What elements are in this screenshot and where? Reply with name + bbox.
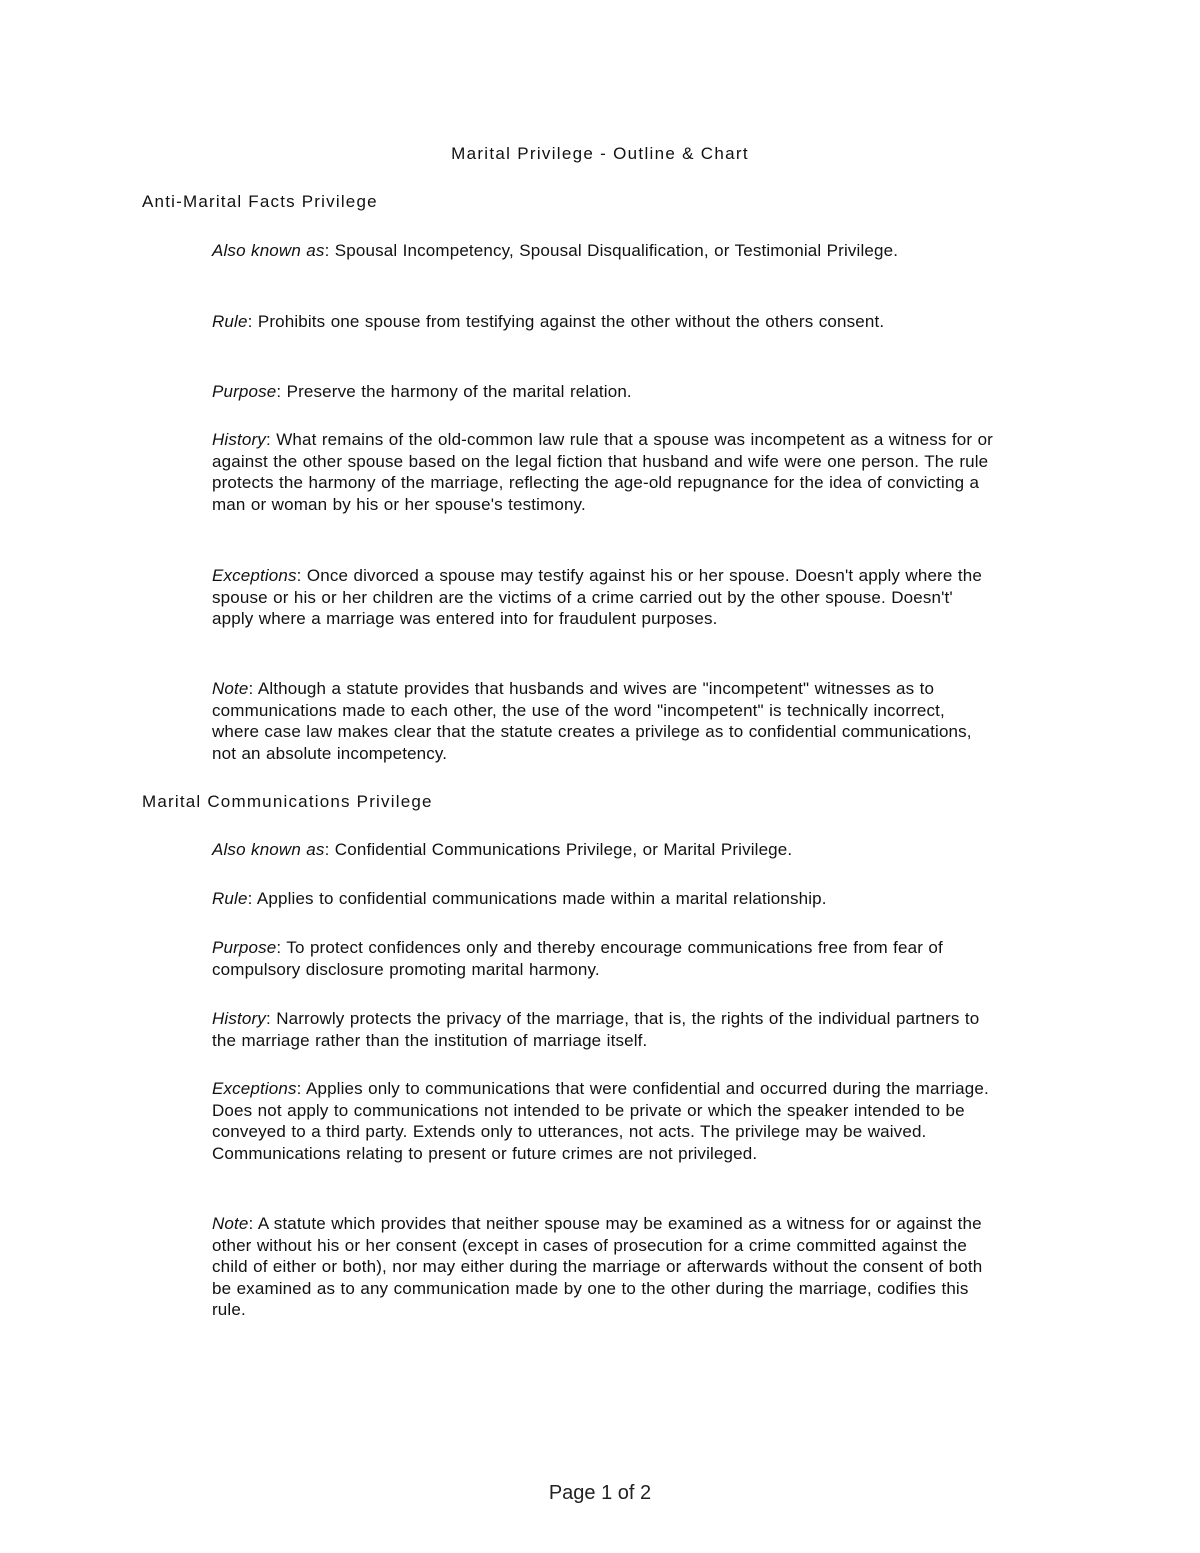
paragraph-text: : Narrowly protects the privacy of the marriage, that is, the rights of the individual partners to the marriage rather than the institution of marriage itself. bbox=[212, 1009, 980, 1050]
section-heading-marital-communications: Marital Communications Privilege bbox=[142, 792, 433, 811]
paragraph-text: : Applies to confidential communications made within a marital relationship. bbox=[247, 889, 827, 908]
paragraph-purpose bbox=[212, 937, 997, 980]
paragraph-text: : Applies only to communications that were confidential and occurred during the marriage. Does not apply to communications not intended to be private or which the speaker intended to be conveyed to a third party. Extends only to utterances, not acts. The privilege may be waived. Communications relating to present or future crimes are not privileged. bbox=[212, 1079, 989, 1163]
paragraph-label: Also known as bbox=[212, 241, 325, 260]
paragraph-history bbox=[212, 429, 997, 515]
paragraph-note bbox=[212, 1213, 997, 1321]
paragraph-label: Also known as bbox=[212, 840, 325, 859]
paragraph-text: : To protect confidences only and thereby encourage communications free from fear of compulsory disclosure promoting marital harmony. bbox=[212, 938, 943, 979]
paragraph-label: Note bbox=[212, 679, 249, 698]
paragraph-rule bbox=[212, 888, 997, 910]
paragraph-label: History bbox=[212, 1009, 266, 1028]
paragraph-text: : Prohibits one spouse from testifying against the other without the others consent. bbox=[247, 312, 885, 331]
paragraph-label: Rule bbox=[212, 889, 248, 908]
paragraph-exceptions bbox=[212, 1078, 997, 1164]
document-title: Marital Privilege - Outline & Chart bbox=[451, 144, 749, 163]
paragraph-text: : Preserve the harmony of the marital relation. bbox=[276, 382, 632, 401]
paragraph-text: : Spousal Incompetency, Spousal Disqualification, or Testimonial Privilege. bbox=[324, 241, 899, 260]
paragraph-rule bbox=[212, 311, 997, 333]
paragraph-label: Exceptions bbox=[212, 1079, 297, 1098]
paragraph-text: : What remains of the old-common law rule that a spouse was incompetent as a witness for or against the other spouse based on the legal fiction that husband and wife were one person. The rule protects the harmony of the marriage, reflecting the age-old repugnance for the idea of convicting a man or woman by his or her spouse's testimony. bbox=[212, 430, 993, 514]
paragraph-also-known-as bbox=[212, 240, 997, 262]
paragraph-history bbox=[212, 1008, 997, 1051]
paragraph-label: Exceptions bbox=[212, 566, 297, 585]
section-heading-anti-marital-facts: Anti-Marital Facts Privilege bbox=[142, 192, 378, 211]
page-number: Page 1 of 2 bbox=[548, 1482, 652, 1504]
paragraph-label: Purpose bbox=[212, 382, 277, 401]
paragraph-also-known-as bbox=[212, 839, 997, 861]
paragraph-label: Purpose bbox=[212, 938, 277, 957]
paragraph-exceptions bbox=[212, 565, 997, 630]
paragraph-text: : A statute which provides that neither spouse may be examined as a witness for or against the other without his or her consent (except in cases of prosecution for a crime committed against the child of either or both), nor may either during the marriage or afterwards without the consent of both be examined as to any communication made by one to the other during the marriage, codifies this rule. bbox=[212, 1214, 983, 1319]
paragraph-purpose bbox=[212, 381, 997, 403]
paragraph-label: Note bbox=[212, 1214, 249, 1233]
paragraph-note bbox=[212, 678, 997, 764]
paragraph-label: Rule bbox=[212, 312, 248, 331]
paragraph-label: History bbox=[212, 430, 266, 449]
paragraph-text: : Once divorced a spouse may testify against his or her spouse. Doesn't apply where the spouse or his or her children are the victims of a crime carried out by the other spouse. Doesn't' apply where a marriage was entered into for fraudulent purposes. bbox=[212, 566, 982, 628]
paragraph-text: : Confidential Communications Privilege, or Marital Privilege. bbox=[324, 840, 793, 859]
paragraph-text: : Although a statute provides that husbands and wives are "incompetent" witnesses as to communications made to each other, the use of the word "incompetent" is technically incorrect, where case law makes clear that the statute creates a privilege as to confidential communications, not an absolute incompetency. bbox=[212, 679, 972, 763]
